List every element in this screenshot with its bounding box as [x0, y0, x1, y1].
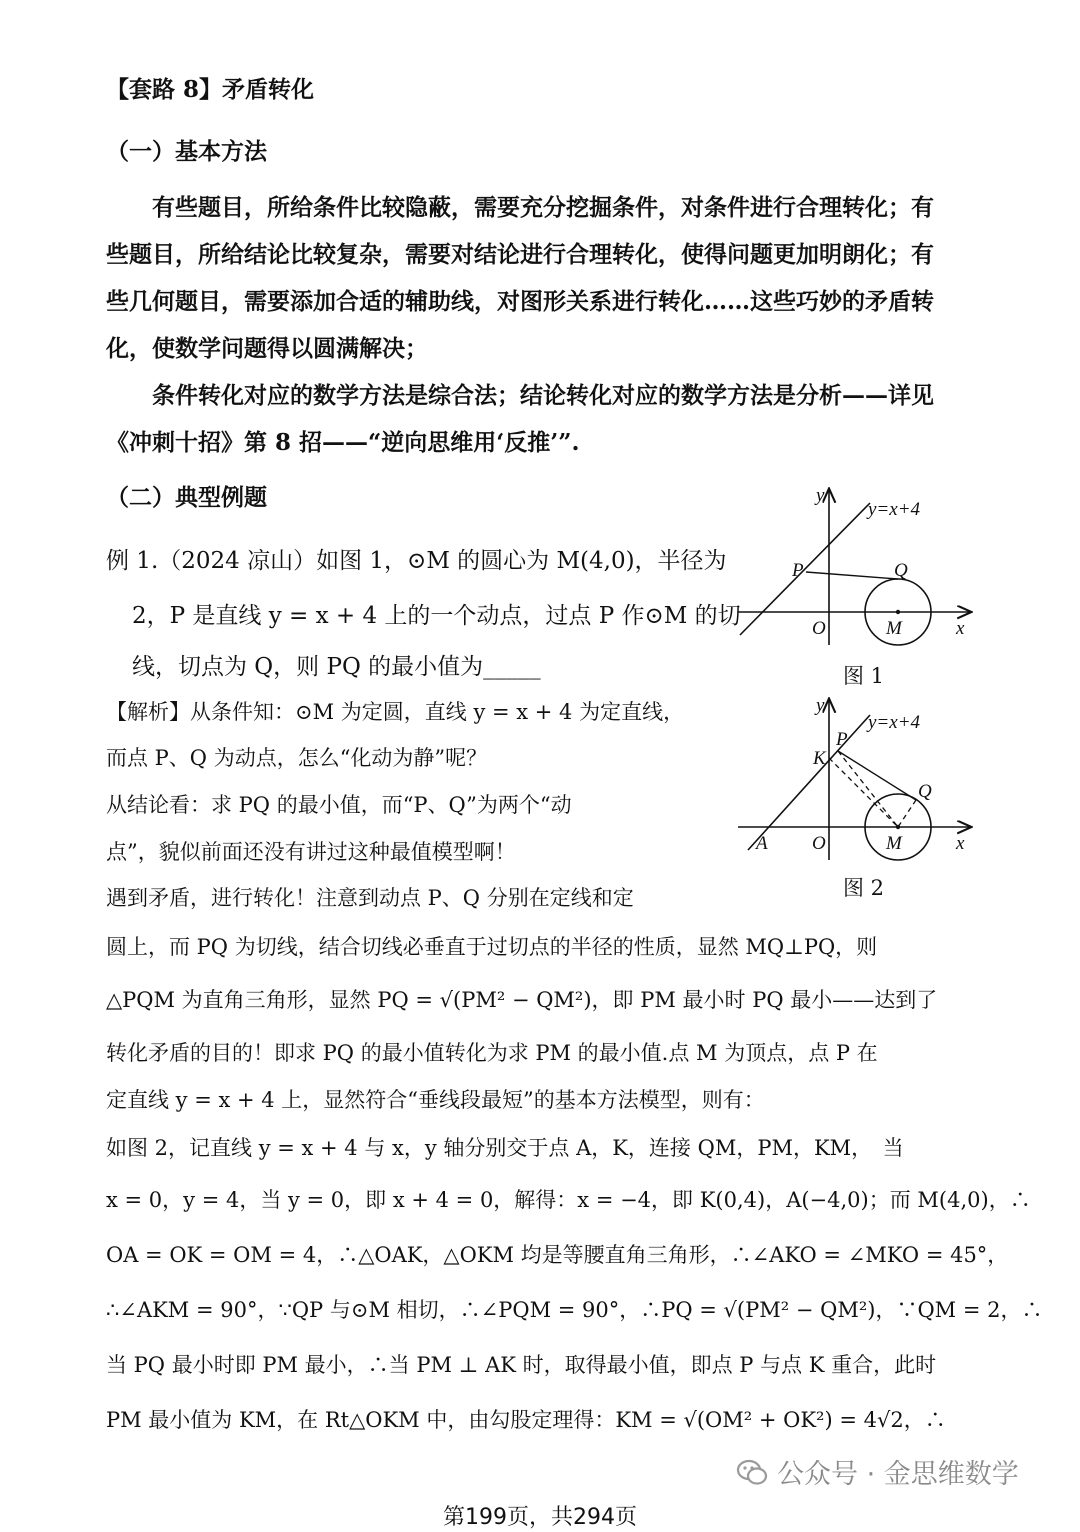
point-m — [896, 610, 900, 614]
label-p: P — [836, 729, 848, 750]
watermark — [735, 1452, 1019, 1491]
example-line: 2，P 是直线 y = x + 4 上的一个动点，过点 P 作⊙M 的切 — [132, 603, 741, 629]
label-p: P — [792, 560, 804, 581]
analysis-line: 从结论看：求 PQ 的最小值，而“P、Q”为两个“动 — [106, 793, 572, 817]
label-a: A — [756, 833, 768, 854]
analysis-line: 【解析】从条件知：⊙M 为定圆，直线 y = x + 4 为定直线， — [106, 700, 685, 724]
analysis-line: 当 PQ 最小时即 PM 最小，∴当 PM ⊥ AK 时，取得最小值，即点 P 与点 K 重合，此时 — [106, 1353, 937, 1377]
page-heading: 【套路 8】矛盾转化 — [106, 76, 315, 103]
segment-pm — [838, 751, 898, 827]
wechat-icon — [735, 1455, 769, 1489]
figure-2-caption: 图 2 — [843, 876, 885, 900]
segment-km — [829, 758, 898, 827]
label-y: y — [816, 485, 825, 506]
analysis-line: 点”，貌似前面还没有讲过这种最值模型啊！ — [106, 840, 516, 864]
segment-pq — [806, 572, 898, 579]
segment-pq — [838, 751, 916, 800]
label-y: y — [816, 695, 825, 716]
label-m: M — [886, 618, 902, 639]
line-label: y=x+4 — [868, 712, 921, 733]
section-typical-examples: （二）典型例题 — [106, 484, 267, 511]
analysis-line: 圆上，而 PQ 为切线，结合切线必垂直于过切点的半径的性质，显然 MQ⊥PQ，则 — [106, 935, 878, 959]
figure-1-diagram — [730, 485, 980, 650]
analysis-line: 转化矛盾的目的！即求 PQ 的最小值转化为求 PM 的最小值.点 M 为顶点，点 P 在 — [106, 1041, 878, 1065]
line-label: y=x+4 — [868, 499, 921, 520]
para1-line: 些几何题目，需要添加合适的辅助线，对图形关系进行转化……这些巧妙的矛盾转 — [106, 288, 934, 315]
point-m — [896, 825, 900, 829]
para1-line: 些题目，所给结论比较复杂，需要对结论进行合理转化，使得问题更加明朗化；有 — [106, 241, 934, 268]
label-q: Q — [918, 781, 932, 802]
label-x: x — [956, 618, 965, 639]
figure-2-diagram — [730, 695, 980, 865]
figure-1-caption: 图 1 — [843, 664, 885, 688]
label-o: O — [812, 618, 826, 639]
label-o: O — [812, 833, 826, 854]
label-k: K — [813, 748, 826, 769]
section-basic-method: （一）基本方法 — [106, 138, 267, 165]
analysis-line: PM 最小值为 KM，在 Rt△OKM 中，由勾股定理得：KM = √(OM² + OK²) = 4√2，∴ — [106, 1408, 946, 1432]
analysis-line: △PQM 为直角三角形，显然 PQ = √(PM² − QM²)，即 PM 最小时 PQ 最小——达到了 — [106, 988, 938, 1012]
page-footer: 第199页，共294页 — [443, 1505, 637, 1530]
line-y-eq-x-plus-4 — [740, 503, 870, 635]
para2-line: 条件转化对应的数学方法是综合法；结论转化对应的数学方法是分析——详见 — [152, 382, 934, 409]
para1-line: 化，使数学问题得以圆满解决； — [106, 335, 428, 362]
label-x: x — [956, 833, 965, 854]
analysis-line: OA = OK = OM = 4，∴△OAK，△OKM 均是等腰直角三角形，∴∠AKO = ∠MKO = 45°， — [106, 1243, 1009, 1267]
label-q: Q — [894, 560, 908, 581]
analysis-line: 定直线 y = x + 4 上，显然符合“垂线段最短”的基本方法模型，则有： — [106, 1088, 765, 1112]
watermark-text: 公众号 · 金思维数学 — [777, 1459, 1019, 1490]
analysis-line: ∴∠AKM = 90°，∵QP 与⊙M 相切，∴∠PQM = 90°，∴PQ = √(PM² − QM²)，∵QM = 2，∴ — [106, 1298, 1043, 1322]
label-m: M — [886, 833, 902, 854]
analysis-line: 遇到矛盾，进行转化！注意到动点 P、Q 分别在定线和定 — [106, 886, 634, 910]
example-line: 例 1.（2024 凉山）如图 1，⊙M 的圆心为 M(4,0)，半径为 — [106, 548, 727, 574]
line-y-eq-x-plus-4 — [748, 715, 870, 850]
para1-line: 有些题目，所给条件比较隐蔽，需要充分挖掘条件，对条件进行合理转化；有 — [152, 194, 934, 221]
segment-qm — [898, 800, 916, 827]
para2-line: 《冲刺十招》第 8 招——“逆向思维用‘反推’”. — [106, 429, 580, 456]
analysis-line: x = 0，y = 4，当 y = 0，即 x + 4 = 0，解得：x = −4，即 K(0,4)，A(−4,0)；而 M(4,0)，∴ — [106, 1188, 1031, 1212]
analysis-line: 而点 P、Q 为动点，怎么“化动为静”呢？ — [106, 746, 488, 770]
analysis-line: 如图 2，记直线 y = x + 4 与 x，y 轴分别交于点 A，K，连接 QM，PM，KM， 当 — [106, 1136, 904, 1160]
example-line: 线，切点为 Q，则 PQ 的最小值为_____ — [132, 654, 541, 680]
